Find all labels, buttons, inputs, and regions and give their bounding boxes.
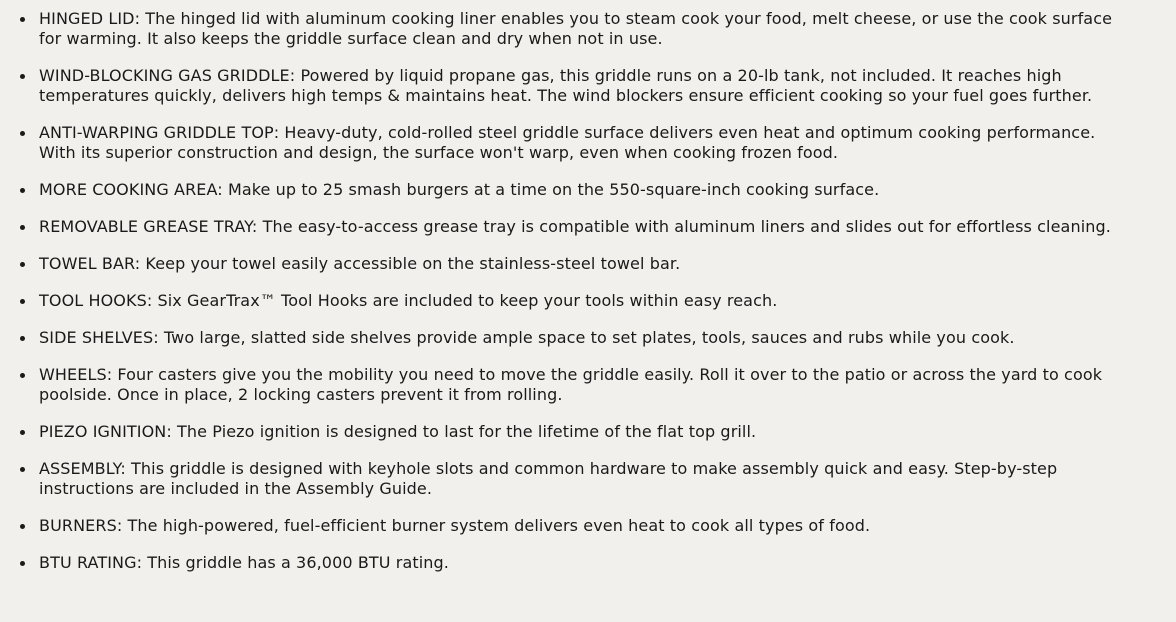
feature-text: BURNERS: The high-powered, fuel-efficient burner system delivers even heat to cook all types of food. xyxy=(39,516,871,535)
list-item xyxy=(0,123,1176,163)
feature-text: REMOVABLE GREASE TRAY: The easy-to-access grease tray is compatible with aluminum liners and slides out for effortless cleaning. xyxy=(39,217,1111,236)
list-item xyxy=(0,328,1176,348)
bullet-icon xyxy=(20,188,25,193)
bullet-icon xyxy=(20,131,25,136)
bullet-icon xyxy=(20,299,25,304)
bullet-icon xyxy=(20,561,25,566)
feature-text: SIDE SHELVES: Two large, slatted side shelves provide ample space to set plates, tools, sauces and rubs while you cook. xyxy=(39,328,1015,347)
feature-text: BTU RATING: This griddle has a 36,000 BTU rating. xyxy=(39,553,449,572)
list-item xyxy=(0,459,1176,499)
list-item xyxy=(0,66,1176,106)
feature-text: ANTI-WARPING GRIDDLE TOP: Heavy-duty, cold-rolled steel griddle surface delivers even heat and optimum cooking performance. With its superior construction and design, the surface won't warp, even when cooking frozen food. xyxy=(39,123,1096,162)
list-item xyxy=(0,553,1176,573)
bullet-icon xyxy=(20,336,25,341)
bullet-icon xyxy=(20,17,25,22)
bullet-icon xyxy=(20,467,25,472)
list-item xyxy=(0,254,1176,274)
feature-text: TOWEL BAR: Keep your towel easily accessible on the stainless-steel towel bar. xyxy=(39,254,681,273)
feature-text: ASSEMBLY: This griddle is designed with keyhole slots and common hardware to make assembly quick and easy. Step-by-step instructions are included in the Assembly Guide. xyxy=(39,459,1058,498)
bullet-icon xyxy=(20,74,25,79)
bullet-icon xyxy=(20,524,25,529)
bullet-icon xyxy=(20,430,25,435)
bullet-icon xyxy=(20,373,25,378)
feature-text: PIEZO IGNITION: The Piezo ignition is designed to last for the lifetime of the flat top grill. xyxy=(39,422,757,441)
feature-text: TOOL HOOKS: Six GearTrax™ Tool Hooks are included to keep your tools within easy reach. xyxy=(39,291,778,310)
feature-text: HINGED LID: The hinged lid with aluminum cooking liner enables you to steam cook your food, melt cheese, or use the cook surface for warming. It also keeps the griddle surface clean and dry when not in use. xyxy=(39,9,1113,48)
bullet-icon xyxy=(20,262,25,267)
list-item xyxy=(0,365,1176,405)
feature-text: WIND-BLOCKING GAS GRIDDLE: Powered by liquid propane gas, this griddle runs on a 20-lb tank, not included. It reaches high temperatures quickly, delivers high temps & maintains heat. The wind blockers ensure efficient cooking so your fuel goes further. xyxy=(39,66,1093,105)
list-item xyxy=(0,516,1176,536)
list-item xyxy=(0,9,1176,49)
list-item xyxy=(0,180,1176,200)
list-item xyxy=(0,217,1176,237)
feature-text: MORE COOKING AREA: Make up to 25 smash burgers at a time on the 550-square-inch cooking surface. xyxy=(39,180,880,199)
bullet-icon xyxy=(20,225,25,230)
list-item xyxy=(0,291,1176,311)
list-item xyxy=(0,422,1176,442)
feature-text: WHEELS: Four casters give you the mobility you need to move the griddle easily. Roll it over to the patio or across the yard to cook poolside. Once in place, 2 locking casters prevent it from rolling. xyxy=(39,365,1103,404)
